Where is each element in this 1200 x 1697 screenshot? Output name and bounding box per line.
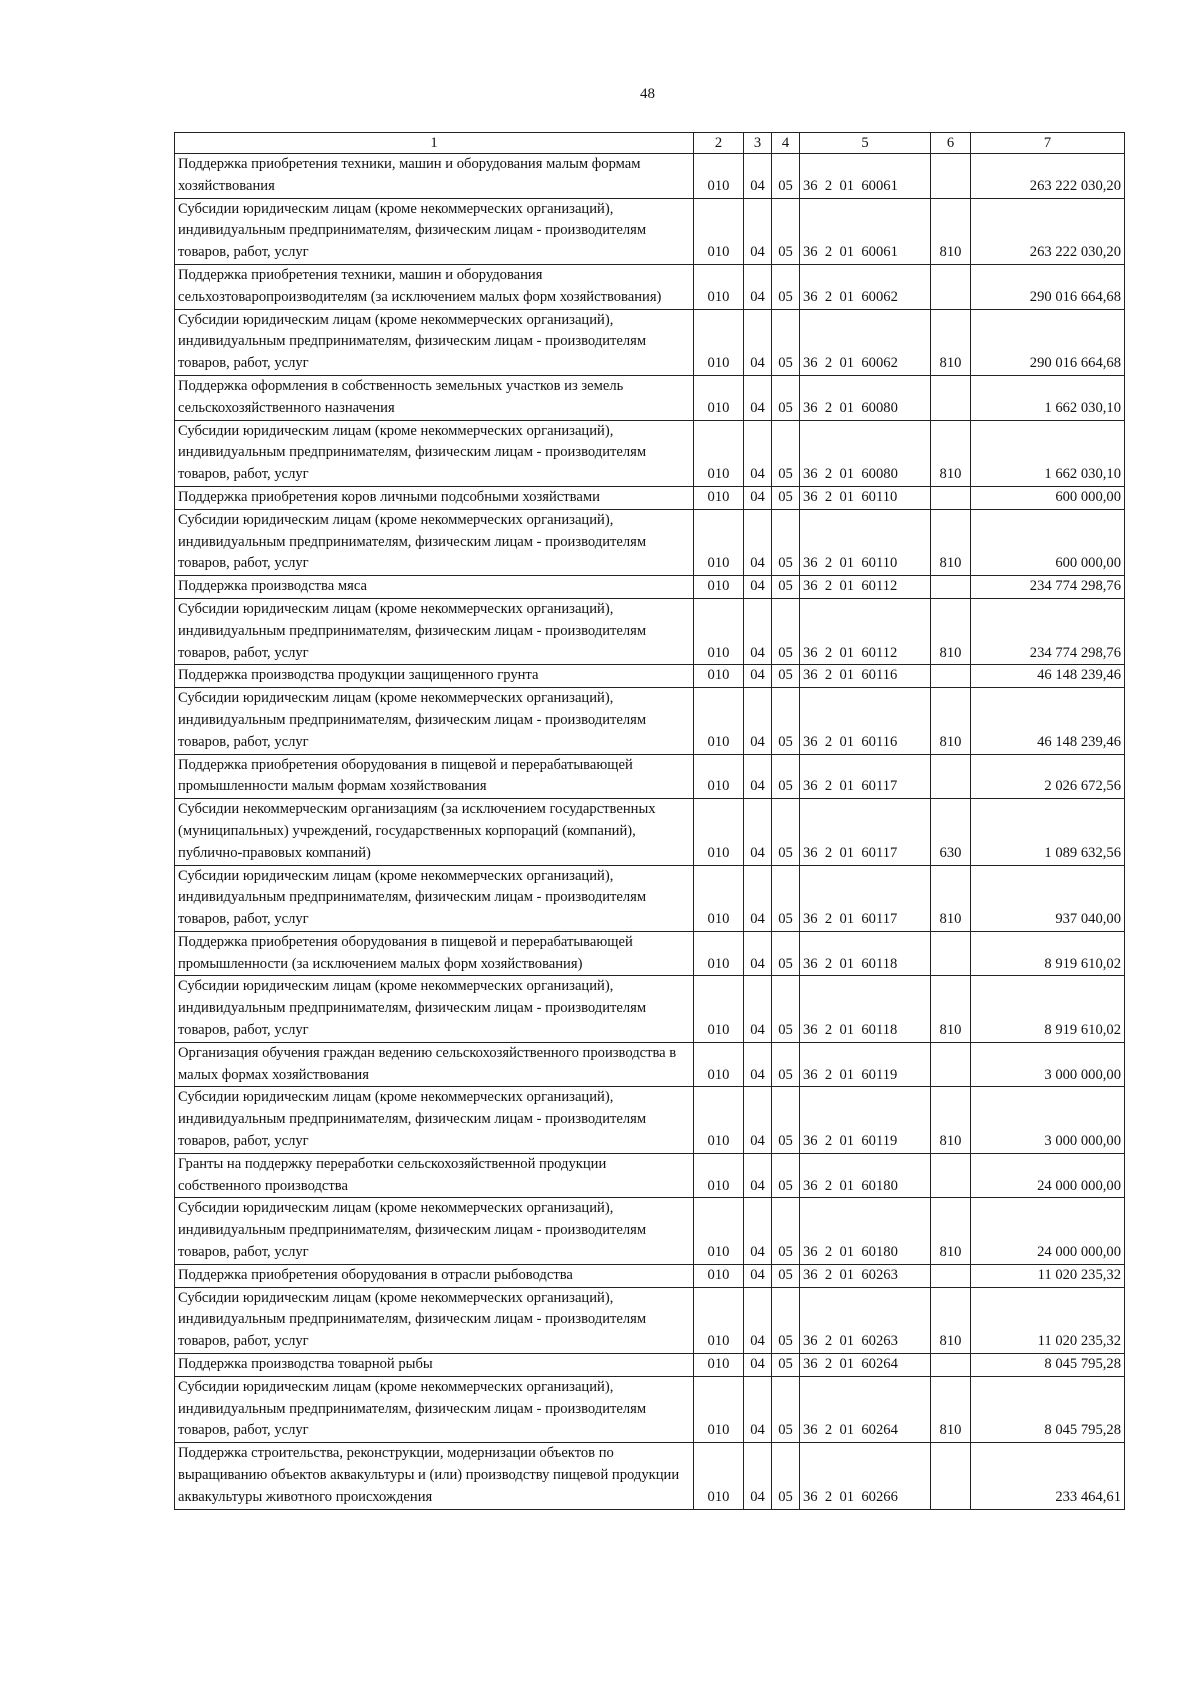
- section-code-cell: 04: [744, 576, 772, 599]
- column-header: 5: [800, 133, 931, 154]
- amount-cell: 234 774 298,76: [971, 598, 1125, 664]
- target-article-code-cell: 36 2 01 60080: [800, 375, 931, 420]
- table-row: [175, 665, 1125, 688]
- table-row: [175, 375, 1125, 420]
- target-article-code-cell: 36 2 01 60263: [800, 1264, 931, 1287]
- expense-name-cell: Субсидии юридическим лицам (кроме некоммерческих организаций), индивидуальным предпринимателям, физическим лицам - производителям товаров, работ, услуг: [175, 1087, 694, 1153]
- ministry-code-cell: 010: [694, 309, 744, 375]
- amount-cell: 8 045 795,28: [971, 1376, 1125, 1442]
- table-row: [175, 1153, 1125, 1198]
- target-article-code-cell: 36 2 01 60112: [800, 598, 931, 664]
- expense-type-code-cell: [931, 576, 971, 599]
- section-code-cell: 04: [744, 509, 772, 575]
- section-code-cell: 04: [744, 865, 772, 931]
- amount-cell: 234 774 298,76: [971, 576, 1125, 599]
- amount-cell: 8 045 795,28: [971, 1354, 1125, 1377]
- amount-cell: 263 222 030,20: [971, 154, 1125, 199]
- expense-name-cell: Поддержка приобретения техники, машин и оборудования малым формам хозяйствования: [175, 154, 694, 199]
- amount-cell: 600 000,00: [971, 486, 1125, 509]
- expense-type-code-cell: [931, 375, 971, 420]
- ministry-code-cell: 010: [694, 1287, 744, 1353]
- expense-name-cell: Субсидии юридическим лицам (кроме некоммерческих организаций), индивидуальным предпринимателям, физическим лицам - производителям товаров, работ, услуг: [175, 1287, 694, 1353]
- expense-type-code-cell: [931, 931, 971, 976]
- table-row: [175, 1198, 1125, 1264]
- target-article-code-cell: 36 2 01 60264: [800, 1354, 931, 1377]
- expense-type-code-cell: [931, 154, 971, 199]
- expense-type-code-cell: 810: [931, 1376, 971, 1442]
- ministry-code-cell: 010: [694, 976, 744, 1042]
- target-article-code-cell: 36 2 01 60266: [800, 1443, 931, 1509]
- amount-cell: 1 662 030,10: [971, 420, 1125, 486]
- section-code-cell: 04: [744, 754, 772, 799]
- subsection-code-cell: 05: [772, 509, 800, 575]
- amount-cell: 937 040,00: [971, 865, 1125, 931]
- ministry-code-cell: 010: [694, 1354, 744, 1377]
- section-code-cell: 04: [744, 931, 772, 976]
- table-row: [175, 865, 1125, 931]
- subsection-code-cell: 05: [772, 1264, 800, 1287]
- section-code-cell: 04: [744, 1087, 772, 1153]
- target-article-code-cell: 36 2 01 60263: [800, 1287, 931, 1353]
- subsection-code-cell: 05: [772, 198, 800, 264]
- section-code-cell: 04: [744, 799, 772, 865]
- expense-name-cell: Субсидии юридическим лицам (кроме некоммерческих организаций), индивидуальным предпринимателям, физическим лицам - производителям товаров, работ, услуг: [175, 509, 694, 575]
- amount-cell: 290 016 664,68: [971, 264, 1125, 309]
- section-code-cell: 04: [744, 1354, 772, 1377]
- table-row: [175, 154, 1125, 199]
- amount-cell: 46 148 239,46: [971, 665, 1125, 688]
- column-header: 3: [744, 133, 772, 154]
- section-code-cell: 04: [744, 688, 772, 754]
- amount-cell: 46 148 239,46: [971, 688, 1125, 754]
- ministry-code-cell: 010: [694, 198, 744, 264]
- ministry-code-cell: 010: [694, 865, 744, 931]
- subsection-code-cell: 05: [772, 375, 800, 420]
- expense-type-code-cell: 810: [931, 976, 971, 1042]
- subsection-code-cell: 05: [772, 576, 800, 599]
- section-code-cell: 04: [744, 375, 772, 420]
- expense-name-cell: Поддержка производства товарной рыбы: [175, 1354, 694, 1377]
- expense-name-cell: Субсидии юридическим лицам (кроме некоммерческих организаций), индивидуальным предпринимателям, физическим лицам - производителям товаров, работ, услуг: [175, 688, 694, 754]
- amount-cell: 3 000 000,00: [971, 1042, 1125, 1087]
- subsection-code-cell: 05: [772, 1042, 800, 1087]
- target-article-code-cell: 36 2 01 60119: [800, 1042, 931, 1087]
- ministry-code-cell: 010: [694, 1264, 744, 1287]
- expense-type-code-cell: [931, 1354, 971, 1377]
- amount-cell: 2 026 672,56: [971, 754, 1125, 799]
- table-row: [175, 799, 1125, 865]
- ministry-code-cell: 010: [694, 375, 744, 420]
- subsection-code-cell: 05: [772, 1443, 800, 1509]
- expense-name-cell: Субсидии юридическим лицам (кроме некоммерческих организаций), индивидуальным предпринимателям, физическим лицам - производителям товаров, работ, услуг: [175, 1376, 694, 1442]
- expense-type-code-cell: 810: [931, 865, 971, 931]
- column-header: 1: [175, 133, 694, 154]
- section-code-cell: 04: [744, 1443, 772, 1509]
- expense-type-code-cell: 810: [931, 1087, 971, 1153]
- expense-name-cell: Поддержка приобретения коров личными подсобными хозяйствами: [175, 486, 694, 509]
- table-row: [175, 309, 1125, 375]
- section-code-cell: 04: [744, 1198, 772, 1264]
- page-number: 48: [640, 86, 655, 102]
- table-row: [175, 1087, 1125, 1153]
- ministry-code-cell: 010: [694, 509, 744, 575]
- amount-cell: 3 000 000,00: [971, 1087, 1125, 1153]
- expense-name-cell: Субсидии некоммерческим организациям (за исключением государственных (муниципальных) учреждений, государственных корпораций (компаний), публично-правовых компаний): [175, 799, 694, 865]
- ministry-code-cell: 010: [694, 1153, 744, 1198]
- ministry-code-cell: 010: [694, 1042, 744, 1087]
- expense-name-cell: Поддержка оформления в собственность земельных участков из земель сельскохозяйственного назначения: [175, 375, 694, 420]
- target-article-code-cell: 36 2 01 60118: [800, 976, 931, 1042]
- amount-cell: 1 662 030,10: [971, 375, 1125, 420]
- table-row: [175, 1264, 1125, 1287]
- expense-name-cell: Гранты на поддержку переработки сельскохозяйственной продукции собственного производства: [175, 1153, 694, 1198]
- expense-name-cell: Субсидии юридическим лицам (кроме некоммерческих организаций), индивидуальным предпринимателям, физическим лицам - производителям товаров, работ, услуг: [175, 1198, 694, 1264]
- section-code-cell: 04: [744, 420, 772, 486]
- expense-type-code-cell: 810: [931, 198, 971, 264]
- expense-type-code-cell: 810: [931, 509, 971, 575]
- ministry-code-cell: 010: [694, 665, 744, 688]
- expense-type-code-cell: [931, 1264, 971, 1287]
- ministry-code-cell: 010: [694, 576, 744, 599]
- subsection-code-cell: 05: [772, 688, 800, 754]
- table-row: [175, 1354, 1125, 1377]
- expense-name-cell: Субсидии юридическим лицам (кроме некоммерческих организаций), индивидуальным предпринимателям, физическим лицам - производителям товаров, работ, услуг: [175, 420, 694, 486]
- table-row: [175, 754, 1125, 799]
- ministry-code-cell: 010: [694, 1087, 744, 1153]
- ministry-code-cell: 010: [694, 688, 744, 754]
- target-article-code-cell: 36 2 01 60180: [800, 1198, 931, 1264]
- table-row: [175, 1443, 1125, 1509]
- target-article-code-cell: 36 2 01 60117: [800, 865, 931, 931]
- ministry-code-cell: 010: [694, 598, 744, 664]
- expense-name-cell: Организация обучения граждан ведению сельскохозяйственного производства в малых формах хозяйствования: [175, 1042, 694, 1087]
- subsection-code-cell: 05: [772, 665, 800, 688]
- table-row: [175, 509, 1125, 575]
- table-row: [175, 1042, 1125, 1087]
- ministry-code-cell: 010: [694, 264, 744, 309]
- table-row: [175, 264, 1125, 309]
- amount-cell: 8 919 610,02: [971, 976, 1125, 1042]
- expense-type-code-cell: [931, 754, 971, 799]
- ministry-code-cell: 010: [694, 1443, 744, 1509]
- expense-name-cell: Поддержка приобретения оборудования в пищевой и перерабатывающей промышленности малым формам хозяйствования: [175, 754, 694, 799]
- section-code-cell: 04: [744, 1376, 772, 1442]
- subsection-code-cell: 05: [772, 754, 800, 799]
- expense-name-cell: Субсидии юридическим лицам (кроме некоммерческих организаций), индивидуальным предпринимателям, физическим лицам - производителям товаров, работ, услуг: [175, 865, 694, 931]
- amount-cell: 11 020 235,32: [971, 1287, 1125, 1353]
- expense-name-cell: Субсидии юридическим лицам (кроме некоммерческих организаций), индивидуальным предпринимателям, физическим лицам - производителям товаров, работ, услуг: [175, 198, 694, 264]
- expense-type-code-cell: [931, 1443, 971, 1509]
- ministry-code-cell: 010: [694, 799, 744, 865]
- amount-cell: 24 000 000,00: [971, 1153, 1125, 1198]
- expense-type-code-cell: 630: [931, 799, 971, 865]
- expense-type-code-cell: 810: [931, 688, 971, 754]
- target-article-code-cell: 36 2 01 60110: [800, 486, 931, 509]
- subsection-code-cell: 05: [772, 865, 800, 931]
- target-article-code-cell: 36 2 01 60062: [800, 264, 931, 309]
- subsection-code-cell: 05: [772, 1153, 800, 1198]
- amount-cell: 600 000,00: [971, 509, 1125, 575]
- ministry-code-cell: 010: [694, 754, 744, 799]
- table-row: [175, 976, 1125, 1042]
- target-article-code-cell: 36 2 01 60080: [800, 420, 931, 486]
- target-article-code-cell: 36 2 01 60116: [800, 688, 931, 754]
- table-row: [175, 198, 1125, 264]
- expense-type-code-cell: 810: [931, 1287, 971, 1353]
- subsection-code-cell: 05: [772, 1376, 800, 1442]
- subsection-code-cell: 05: [772, 799, 800, 865]
- target-article-code-cell: 36 2 01 60110: [800, 509, 931, 575]
- expense-name-cell: Субсидии юридическим лицам (кроме некоммерческих организаций), индивидуальным предпринимателям, физическим лицам - производителям товаров, работ, услуг: [175, 976, 694, 1042]
- target-article-code-cell: 36 2 01 60061: [800, 198, 931, 264]
- subsection-code-cell: 05: [772, 309, 800, 375]
- subsection-code-cell: 05: [772, 598, 800, 664]
- ministry-code-cell: 010: [694, 486, 744, 509]
- ministry-code-cell: 010: [694, 154, 744, 199]
- expense-name-cell: Поддержка приобретения оборудования в пищевой и перерабатывающей промышленности (за исключением малых форм хозяйствования): [175, 931, 694, 976]
- section-code-cell: 04: [744, 665, 772, 688]
- expense-name-cell: Субсидии юридическим лицам (кроме некоммерческих организаций), индивидуальным предпринимателям, физическим лицам - производителям товаров, работ, услуг: [175, 309, 694, 375]
- table-row: [175, 420, 1125, 486]
- ministry-code-cell: 010: [694, 1198, 744, 1264]
- target-article-code-cell: 36 2 01 60117: [800, 754, 931, 799]
- column-header: 4: [772, 133, 800, 154]
- expense-type-code-cell: 810: [931, 1198, 971, 1264]
- subsection-code-cell: 05: [772, 976, 800, 1042]
- section-code-cell: 04: [744, 1264, 772, 1287]
- subsection-code-cell: 05: [772, 154, 800, 199]
- section-code-cell: 04: [744, 154, 772, 199]
- column-header: 7: [971, 133, 1125, 154]
- subsection-code-cell: 05: [772, 264, 800, 309]
- target-article-code-cell: 36 2 01 60112: [800, 576, 931, 599]
- subsection-code-cell: 05: [772, 1087, 800, 1153]
- section-code-cell: 04: [744, 309, 772, 375]
- expense-type-code-cell: [931, 264, 971, 309]
- target-article-code-cell: 36 2 01 60117: [800, 799, 931, 865]
- amount-cell: 263 222 030,20: [971, 198, 1125, 264]
- table-row: [175, 576, 1125, 599]
- target-article-code-cell: 36 2 01 60062: [800, 309, 931, 375]
- subsection-code-cell: 05: [772, 486, 800, 509]
- target-article-code-cell: 36 2 01 60116: [800, 665, 931, 688]
- table-row: [175, 1287, 1125, 1353]
- amount-cell: 11 020 235,32: [971, 1264, 1125, 1287]
- amount-cell: 233 464,61: [971, 1443, 1125, 1509]
- section-code-cell: 04: [744, 1153, 772, 1198]
- target-article-code-cell: 36 2 01 60264: [800, 1376, 931, 1442]
- expense-name-cell: Поддержка производства мяса: [175, 576, 694, 599]
- section-code-cell: 04: [744, 598, 772, 664]
- target-article-code-cell: 36 2 01 60118: [800, 931, 931, 976]
- ministry-code-cell: 010: [694, 420, 744, 486]
- expense-name-cell: Поддержка производства продукции защищенного грунта: [175, 665, 694, 688]
- amount-cell: 8 919 610,02: [971, 931, 1125, 976]
- ministry-code-cell: 010: [694, 931, 744, 976]
- expense-name-cell: Поддержка приобретения техники, машин и оборудования сельхозтоваропроизводителям (за исключением малых форм хозяйствования): [175, 264, 694, 309]
- amount-cell: 290 016 664,68: [971, 309, 1125, 375]
- expense-name-cell: Субсидии юридическим лицам (кроме некоммерческих организаций), индивидуальным предпринимателям, физическим лицам - производителям товаров, работ, услуг: [175, 598, 694, 664]
- expense-name-cell: Поддержка приобретения оборудования в отрасли рыбоводства: [175, 1264, 694, 1287]
- column-header: 2: [694, 133, 744, 154]
- expense-type-code-cell: [931, 665, 971, 688]
- section-code-cell: 04: [744, 1042, 772, 1087]
- section-code-cell: 04: [744, 976, 772, 1042]
- expense-type-code-cell: [931, 1153, 971, 1198]
- table-row: [175, 1376, 1125, 1442]
- expense-type-code-cell: [931, 1042, 971, 1087]
- target-article-code-cell: 36 2 01 60119: [800, 1087, 931, 1153]
- subsection-code-cell: 05: [772, 1354, 800, 1377]
- table-row: [175, 486, 1125, 509]
- subsection-code-cell: 05: [772, 931, 800, 976]
- budget-table: [174, 132, 1125, 1510]
- section-code-cell: 04: [744, 264, 772, 309]
- ministry-code-cell: 010: [694, 1376, 744, 1442]
- column-header: 6: [931, 133, 971, 154]
- expense-type-code-cell: 810: [931, 598, 971, 664]
- subsection-code-cell: 05: [772, 420, 800, 486]
- target-article-code-cell: 36 2 01 60061: [800, 154, 931, 199]
- amount-cell: 24 000 000,00: [971, 1198, 1125, 1264]
- table-row: [175, 931, 1125, 976]
- section-code-cell: 04: [744, 198, 772, 264]
- table-body: [175, 154, 1125, 1510]
- section-code-cell: 04: [744, 486, 772, 509]
- subsection-code-cell: 05: [772, 1198, 800, 1264]
- target-article-code-cell: 36 2 01 60180: [800, 1153, 931, 1198]
- expense-type-code-cell: [931, 486, 971, 509]
- amount-cell: 1 089 632,56: [971, 799, 1125, 865]
- header-row: [175, 133, 1125, 154]
- section-code-cell: 04: [744, 1287, 772, 1353]
- table-row: [175, 688, 1125, 754]
- table-row: [175, 598, 1125, 664]
- subsection-code-cell: 05: [772, 1287, 800, 1353]
- expense-type-code-cell: 810: [931, 309, 971, 375]
- expense-type-code-cell: 810: [931, 420, 971, 486]
- expense-name-cell: Поддержка строительства, реконструкции, модернизации объектов по выращиванию объектов аквакультуры и (или) производству пищевой продукции аквакультуры животного происхождения: [175, 1443, 694, 1509]
